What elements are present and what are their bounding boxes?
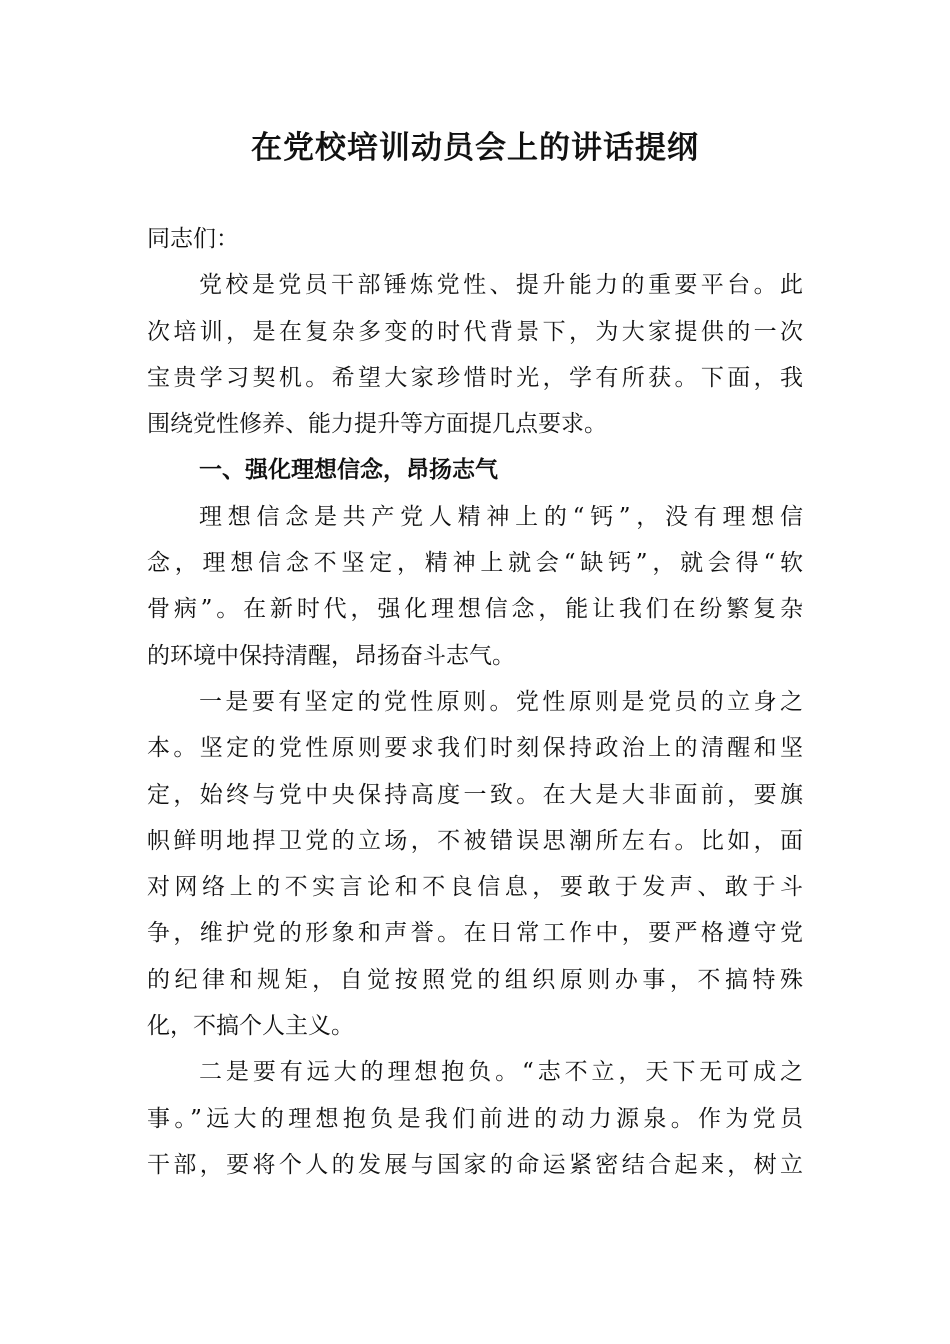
document-body (147, 216, 803, 1188)
document-title: 在党校培训动员会上的讲话提纲 (251, 130, 699, 166)
text-line: 的环境中保持清醒，昂扬奋斗志气。 (147, 642, 515, 669)
text-line: 的纪律和规矩，自觉按照党的组织原则办事，不搞特殊 (147, 966, 803, 993)
text-line: 党校是党员干部锤炼党性、提升能力的重要平台。此 (199, 272, 803, 299)
text-line: 本。坚定的党性原则要求我们时刻保持政治上的清醒和坚 (147, 735, 803, 762)
text-line: 对网络上的不实言论和不良信息，要敢于发声、敢于斗 (147, 874, 803, 901)
text-line: 理想信念是共产党人精神上的“钙”，没有理想信 (199, 503, 803, 530)
text-line: 一、强化理想信念，昂扬志气 (199, 457, 498, 484)
paragraph (147, 262, 803, 447)
paragraph (147, 1049, 803, 1188)
text-line: 一是要有坚定的党性原则。党性原则是党员的立身之 (199, 688, 803, 715)
text-line: 骨病”。在新时代，强化理想信念，能让我们在纷繁复杂 (147, 596, 803, 623)
text-line: 干部，要将个人的发展与国家的命运紧密结合起来，树立 (147, 1151, 803, 1178)
paragraph (147, 494, 803, 679)
text-line: 念，理想信念不坚定，精神上就会“缺钙”，就会得“软 (147, 550, 803, 577)
text-line: 二是要有远大的理想抱负。“志不立，天下无可成之 (199, 1059, 803, 1086)
text-line: 事。”远大的理想抱负是我们前进的动力源泉。作为党员 (147, 1105, 803, 1132)
text-line: 次培训，是在复杂多变的时代背景下，为大家提供的一次 (147, 318, 803, 345)
text-line: 围绕党性修养、能力提升等方面提几点要求。 (147, 411, 607, 438)
text-line: 化，不搞个人主义。 (147, 1013, 354, 1040)
salutation: 同志们： (147, 226, 239, 252)
text-line: 宝贵学习契机。希望大家珍惜时光，学有所获。下面，我 (147, 364, 803, 391)
section-heading (147, 447, 803, 493)
text-line: 定，始终与党中央保持高度一致。在大是大非面前，要旗 (147, 781, 803, 808)
text-line: 争，维护党的形象和声誉。在日常工作中，要严格遵守党 (147, 920, 803, 947)
paragraph (147, 679, 803, 1049)
text-line: 帜鲜明地捍卫党的立场，不被错误思潮所左右。比如，面 (147, 827, 803, 854)
